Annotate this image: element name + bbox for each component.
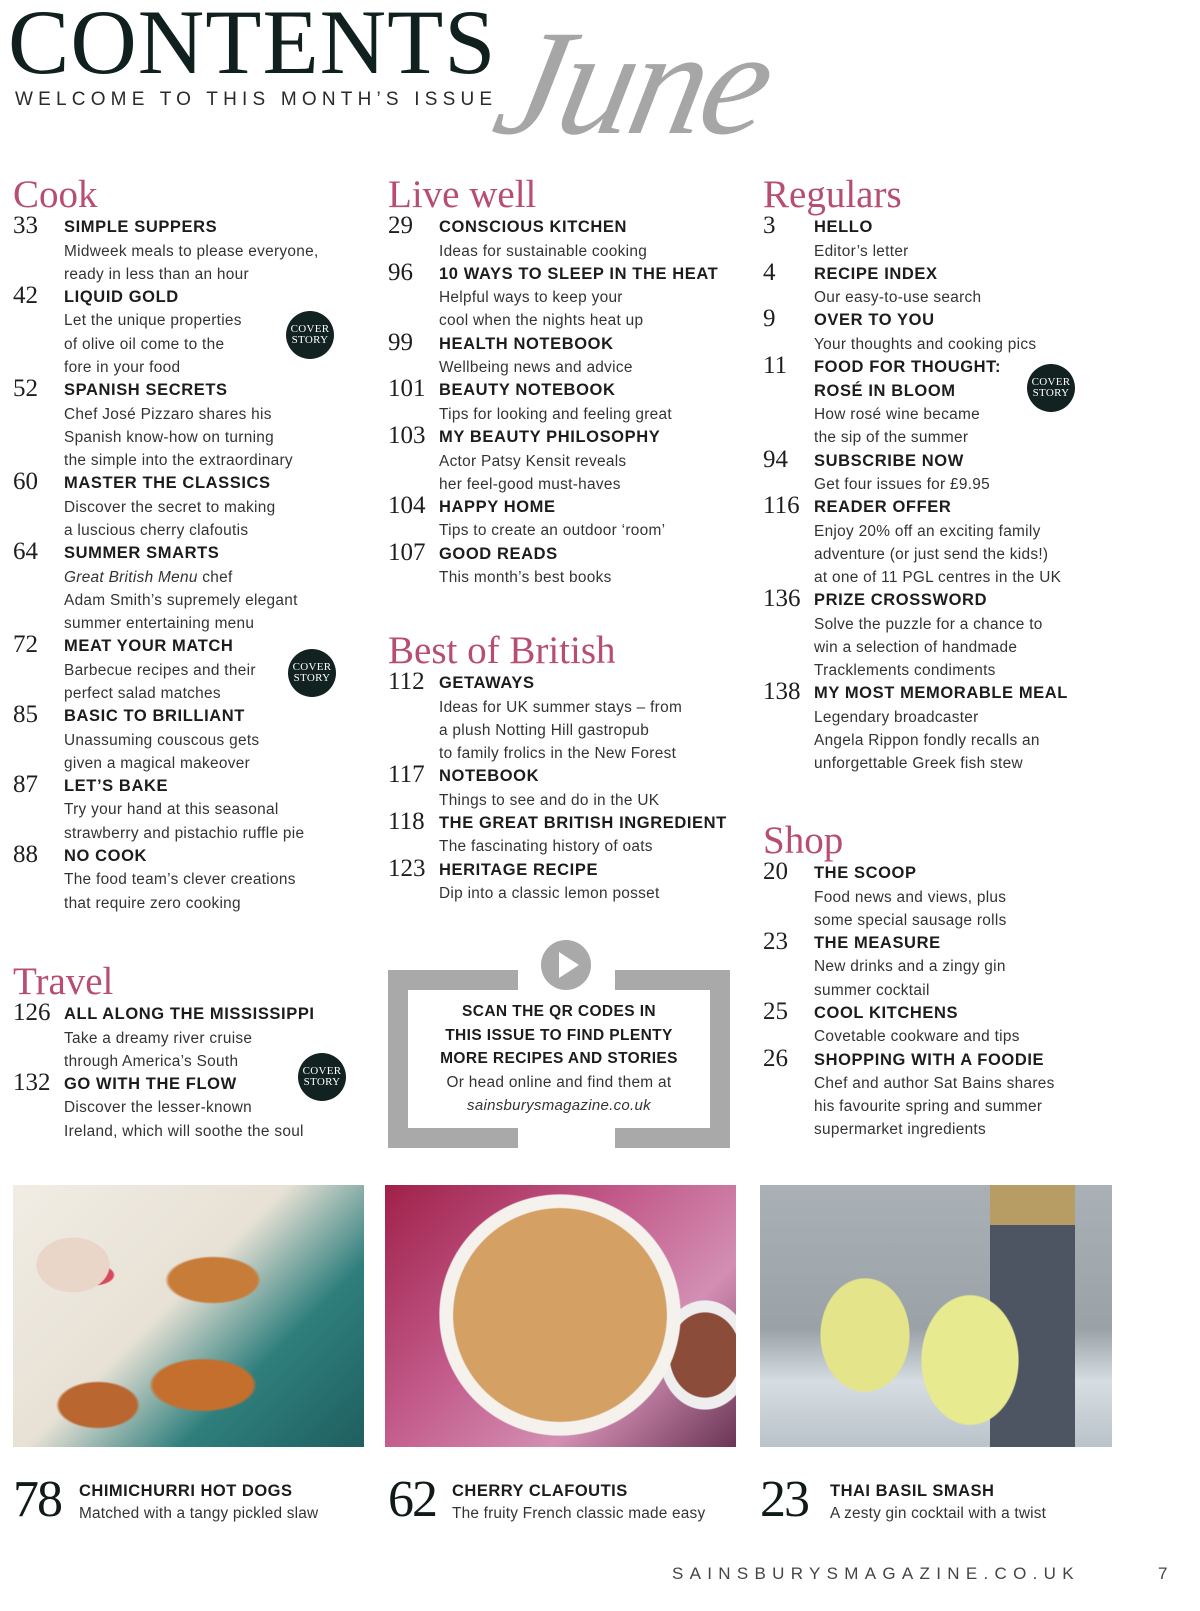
website-link[interactable]: sainsburysmagazine.co.uk: [467, 1097, 651, 1114]
toc-entry[interactable]: [763, 585, 1123, 682]
section-regulars: [763, 173, 1123, 776]
entry-description: The fascinating history of oats: [439, 838, 653, 856]
toc-entry[interactable]: [388, 538, 738, 590]
toc-entry[interactable]: [763, 1044, 1123, 1142]
feature-page-number: 78: [13, 1471, 61, 1528]
entry-description: Take a dreamy river cruise through America’s South: [64, 1029, 253, 1070]
feature-title: CHIMICHURRI HOT DOGS: [79, 1482, 293, 1500]
entry-title: MASTER THE CLASSICS: [64, 474, 271, 493]
entry-description: Midweek meals to please everyone, ready in less than an hour: [64, 242, 319, 283]
toc-entry[interactable]: [763, 678, 1123, 775]
toc-entry[interactable]: [763, 927, 1123, 1002]
frame-segment: [388, 1128, 518, 1148]
toc-entry[interactable]: [13, 840, 363, 915]
feature-description: A zesty gin cocktail with a twist: [830, 1505, 1047, 1522]
entry-title: SIMPLE SUPPERS: [64, 218, 218, 236]
toc-entry[interactable]: [763, 352, 1123, 449]
section-heading: Live well: [388, 173, 537, 216]
page-number: 118: [388, 807, 425, 835]
page-number: 9: [763, 305, 776, 333]
entry-title: RECIPE INDEX: [814, 264, 938, 283]
entry-description: Tips for looking and feeling great: [439, 405, 672, 423]
featured-recipe[interactable]: [13, 1471, 373, 1528]
feature-description: Matched with a tangy pickled slaw: [79, 1505, 319, 1522]
entry-description: Get four issues for £9.95: [814, 476, 991, 494]
toc-entry[interactable]: [763, 492, 1123, 589]
entry-title: GOOD READS: [439, 544, 558, 563]
section-heading: Cook: [13, 173, 98, 216]
page-number-footer: 7: [1158, 1564, 1168, 1583]
toc-entry[interactable]: [763, 445, 1123, 497]
entry-description: Discover the lesser-known Ireland, which will soothe the soul: [64, 1099, 304, 1140]
toc-entry[interactable]: [388, 212, 738, 263]
entry-description: Our easy-to-use search: [814, 289, 982, 307]
section-cook: [13, 173, 363, 915]
page-number: 52: [13, 375, 38, 403]
feature-page-number: 62: [388, 1471, 436, 1528]
entry-title: HELLO: [814, 218, 873, 236]
entry-title: 10 WAYS TO SLEEP IN THE HEAT: [439, 264, 719, 283]
entry-description: Barbecue recipes and their perfect salad matches: [64, 661, 256, 702]
entry-description: Covetable cookware and tips: [814, 1028, 1020, 1046]
entry-description: Great British Menu chef Adam Smith’s supremely elegant summer entertaining menu: [64, 568, 298, 632]
page-number: 85: [13, 701, 38, 729]
hot-dogs-photo: [13, 1185, 364, 1447]
entry-title: SPANISH SECRETS: [64, 381, 228, 400]
entry-title: SHOPPING WITH A FOODIE: [814, 1050, 1045, 1069]
entry-description: Legendary broadcaster Angela Rippon fondly recalls an unforgettable Greek fish stew: [814, 708, 1040, 773]
toc-entry[interactable]: [13, 1064, 363, 1143]
entry-description: This month’s best books: [439, 569, 612, 587]
featured-recipe[interactable]: [760, 1471, 1120, 1528]
entry-title: SUMMER SMARTS: [64, 544, 220, 563]
section-heading: Best of British: [388, 629, 616, 672]
entry-description: Discover the secret to making a luscious cherry clafoutis: [64, 498, 276, 539]
issue-month: June: [482, 0, 785, 166]
page-number: 23: [763, 927, 788, 955]
entry-title: THE SCOOP: [814, 864, 917, 882]
frame-segment: [615, 1128, 730, 1148]
page-number: 132: [13, 1068, 51, 1096]
entry-description: Helpful ways to keep your cool when the nights heat up: [439, 289, 644, 330]
page-number: 126: [13, 999, 51, 1026]
entry-description: Wellbeing news and advice: [439, 359, 633, 377]
toc-entry[interactable]: [388, 328, 738, 380]
entry-title: HAPPY HOME: [439, 497, 556, 516]
page-number: 72: [13, 631, 38, 659]
page-number: 94: [763, 445, 788, 473]
qr-promo-text: SCAN THE QR CODES IN THIS ISSUE TO FIND PLENTY MORE RECIPES AND STORIES Or head online and find them at sainsburysmagazine.co.uk: [408, 1000, 710, 1118]
page-number: 33: [13, 212, 38, 239]
play-icon: [541, 940, 591, 990]
entry-title: NOTEBOOK: [439, 767, 540, 786]
entry-title: NO COOK: [64, 846, 148, 865]
featured-recipe[interactable]: [388, 1471, 748, 1528]
entry-title: OVER TO YOU: [814, 311, 935, 330]
cocktail-photo: [760, 1185, 1112, 1447]
entry-description: The food team’s clever creations that require zero cooking: [64, 871, 296, 912]
page-number: 4: [763, 258, 776, 286]
cover-story-badge: COVER STORY: [1027, 364, 1075, 412]
page-number: 60: [13, 468, 38, 496]
entry-title: COOL KITCHENS: [814, 1003, 959, 1022]
entry-title-line2: ROSÉ IN BLOOM: [814, 381, 956, 400]
entry-title: HEALTH NOTEBOOK: [439, 334, 614, 353]
cover-story-badge: COVER STORY: [298, 1053, 346, 1101]
entry-description: Tips to create an outdoor ‘room’: [439, 522, 666, 540]
toc-entry[interactable]: [13, 375, 363, 472]
feature-page-number: 23: [760, 1471, 808, 1528]
entry-title: GO WITH THE FLOW: [64, 1074, 237, 1093]
toc-entry[interactable]: [13, 631, 363, 705]
toc-entry[interactable]: [388, 854, 738, 906]
frame-segment: [710, 970, 730, 1148]
entry-title: PRIZE CROSSWORD: [814, 591, 988, 610]
page-number: 103: [388, 422, 426, 450]
entry-description: Ideas for sustainable cooking: [439, 242, 648, 260]
entry-title: READER OFFER: [814, 498, 952, 517]
entry-description: Chef José Pizzaro shares his Spanish know-how on turning the simple into the extraordinary: [64, 405, 293, 469]
entry-description: Your thoughts and cooking pics: [814, 335, 1037, 353]
page-number: 107: [388, 538, 426, 566]
clafoutis-photo: [385, 1185, 736, 1447]
page-number: 117: [388, 761, 425, 789]
entry-description: New drinks and a zingy gin summer cocktail: [814, 958, 1006, 999]
entry-title: MEAT YOUR MATCH: [64, 637, 234, 656]
toc-entry[interactable]: [13, 212, 363, 286]
page-number: 99: [388, 328, 413, 356]
page-number: 116: [763, 492, 800, 520]
section-shop: [763, 819, 1123, 1142]
entry-description: Dip into a classic lemon posset: [439, 885, 660, 903]
entry-title: SUBSCRIBE NOW: [814, 451, 964, 470]
feature-title: CHERRY CLAFOUTIS: [452, 1482, 628, 1500]
page-number: 101: [388, 375, 426, 403]
entry-description: Chef and author Sat Bains shares his favourite spring and summer supermarket ingredients: [814, 1075, 1055, 1139]
entry-description: How rosé wine became the sip of the summer: [814, 406, 980, 447]
page-number: 11: [763, 352, 788, 380]
entry-title: MY MOST MEMORABLE MEAL: [814, 684, 1068, 703]
section-heading: Regulars: [763, 173, 902, 216]
toc-entry[interactable]: [13, 770, 363, 845]
entry-title: LET’S BAKE: [64, 776, 169, 795]
frame-segment: [388, 970, 408, 1148]
entry-title: BEAUTY NOTEBOOK: [439, 381, 616, 400]
feature-description: The fruity French classic made easy: [452, 1505, 706, 1522]
entry-description: Things to see and do in the UK: [439, 791, 660, 809]
section-heading: Shop: [763, 819, 844, 862]
toc-entry[interactable]: [388, 668, 738, 765]
entry-title: THE GREAT BRITISH INGREDIENT: [439, 813, 727, 832]
entry-description: Let the unique properties of olive oil come to the fore in your food: [64, 312, 242, 376]
section-live-well: [388, 173, 738, 589]
entry-description: Actor Patsy Kensit reveals her feel-good must-haves: [439, 452, 627, 493]
entry-title: LIQUID GOLD: [64, 287, 179, 306]
feature-title: THAI BASIL SMASH: [830, 1482, 995, 1500]
entry-title: FOOD FOR THOUGHT:: [814, 358, 1002, 377]
page-number: 136: [763, 585, 801, 613]
page-number: 29: [388, 212, 413, 239]
entry-description: Ideas for UK summer stays – from a plush Notting Hill gastropub to family frolics in the New Forest: [439, 698, 683, 762]
page-subtitle: WELCOME TO THIS MONTH’S ISSUE: [15, 89, 498, 110]
entry-description: Enjoy 20% off an exciting family adventure (or just send the kids!) at one of 11 PGL centres in the UK: [814, 522, 1062, 587]
page-number: 123: [388, 854, 426, 882]
section-best-of-british: [388, 629, 738, 905]
entry-description: Food news and views, plus some special sausage rolls: [814, 888, 1007, 929]
page-number: 42: [13, 281, 38, 309]
entry-title: ALL ALONG THE MISSISSIPPI: [64, 1005, 315, 1023]
toc-entry[interactable]: [763, 212, 1123, 263]
entry-title: CONSCIOUS KITCHEN: [439, 218, 628, 236]
entry-title: MY BEAUTY PHILOSOPHY: [439, 428, 661, 447]
toc-entry[interactable]: [388, 258, 738, 333]
page-number: 25: [763, 997, 788, 1025]
page-number: 26: [763, 1044, 788, 1072]
page-number: 88: [13, 840, 38, 868]
entry-description: Editor’s letter: [814, 242, 909, 260]
page-number: 104: [388, 491, 426, 519]
toc-entry[interactable]: [13, 538, 363, 635]
toc-entry[interactable]: [13, 468, 363, 542]
page-number: 20: [763, 858, 788, 885]
cover-story-badge: COVER STORY: [288, 649, 336, 697]
entry-description: Solve the puzzle for a chance to win a selection of handmade Tracklements condiments: [814, 615, 1043, 680]
entry-description: Unassuming couscous gets given a magical makeover: [64, 731, 260, 772]
entry-title: HERITAGE RECIPE: [439, 860, 599, 879]
qr-promo-box: [388, 940, 730, 1148]
cover-story-badge: COVER STORY: [286, 311, 334, 359]
page-number: 64: [13, 538, 38, 566]
toc-entry[interactable]: [763, 305, 1123, 356]
toc-entry[interactable]: [388, 422, 738, 496]
toc-entry[interactable]: [763, 258, 1123, 310]
toc-entry[interactable]: [388, 375, 738, 426]
toc-entry[interactable]: [388, 491, 738, 543]
footer-website[interactable]: SAINSBURYSMAGAZINE.CO.UK: [672, 1564, 1080, 1583]
section-travel: [13, 960, 363, 1143]
entry-title: BASIC TO BRILLIANT: [64, 707, 245, 726]
page-number: 96: [388, 258, 413, 286]
toc-entry[interactable]: [13, 281, 363, 379]
toc-entry[interactable]: [763, 997, 1123, 1049]
section-heading: Travel: [13, 960, 114, 1003]
page-number: 87: [13, 770, 38, 798]
page-number: 138: [763, 678, 801, 706]
entry-title: GETAWAYS: [439, 674, 535, 692]
page-number: 3: [763, 212, 776, 239]
page-title: CONTENTS: [8, 0, 497, 93]
page-number: 112: [388, 668, 425, 695]
toc-entry[interactable]: [388, 761, 738, 812]
toc-entry[interactable]: [13, 701, 363, 775]
toc-entry[interactable]: [763, 858, 1123, 932]
entry-description: Try your hand at this seasonal strawberry and pistachio ruffle pie: [64, 801, 305, 842]
entry-title: THE MEASURE: [814, 933, 941, 952]
toc-entry[interactable]: [388, 807, 738, 859]
